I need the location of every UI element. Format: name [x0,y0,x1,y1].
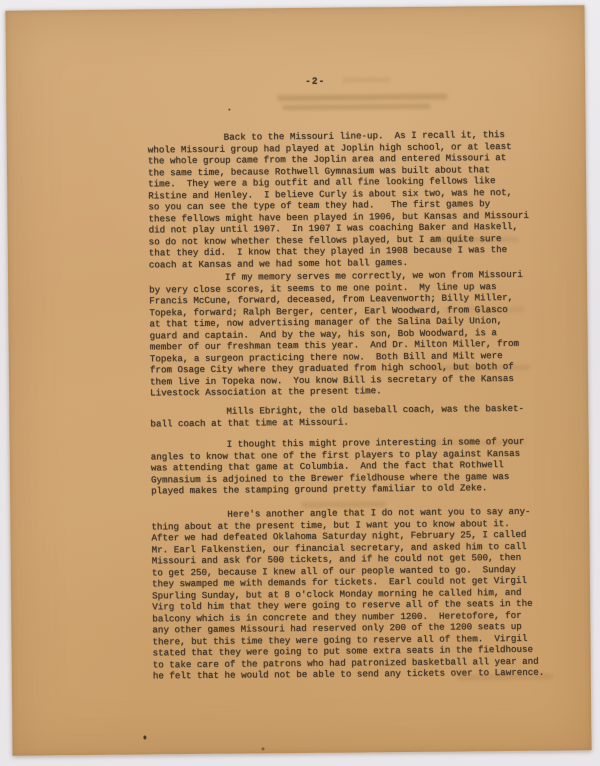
ink-bleed-smudge [282,104,430,110]
paper-speck [228,109,230,111]
ink-bleed-smudge [277,94,447,102]
letter-page [5,5,591,756]
paper-speck [262,747,265,750]
paragraph-memory-lineup: If my memory serves me correctly, we won from Missouri by very close scores, it seems to me one point. My line up was Francis McCune, forward, deceased, from Leavenworth; Billy Miller, Topeka, forward; Ralph Berger, center, Earl Woodward, from Glasco at that time, now advertising manager of the Salina Daily Union, guard and captain. And by the way, his son, Bob Woodward, is a member of our freshman team this year. And Dr. Milton Miller, from Topeka, a surgeon practicing there now. Both Bill and Milt were from Osage City where they graduated from high school, but both of them live in Topeka now. You know Bill is secretary of the Kansas Livestock Association at the present time. [149,268,523,399]
page-number: -2- [305,75,326,87]
paragraph-missouri-lineup: Back to the Missouri line-up. As I recall it, this whole Missouri group had played at Joplin high school, or at least the whole group came from the Joplin area and entered Missouri at the same time, because Rothwell Gymnasium was built about that time. They were a big outfit and all fine looking fellows like Ristine and Henley. I believe Curly is about six two, was he not, so you can see the type of team they had. The first games by these fellows might have been played in 1906, but Kansas and Missouri did not play until 1907. In 1907 I was coaching Baker and Haskell, so do not know whether these fellows played, but I am quite sure that they did. I know that they played in 1908 because I was the coach at Kansas and we had some hot ball games. [147,129,529,270]
paragraph-tickets-story: Here's another angle that I do not want you to say any- thing about at the present time, but I want you to know about it. After we had defeated Oklahoma Saturday night, February 25, I called Mr. Earl Falkenstien, our financial secretary, and asked him to call Missouri and ask for 500 tickets, and if he could not get 500, then to get 250, because I knew all of our people wanted to go. Sunday they swamped me with demands for tickets. Earl could not get Virgil Spurling Sunday, but at 8 o'clock Monday morning he called him, and Virg told him that they were going to reserve all of the seats in the balcony which is in concrete and they number 1200. Heretofore, for any other games Missouri had reserved only 200 of the 1200 seats up there, but this time they were going to reserve all of them. Virgil stated that they were going to put some extra seats in the fieldhouse to take care of the patrons who had patronized basketball all year and he felt that he would not be able to send any tickets over to Lawrence. [151,505,545,682]
ink-bleed-smudge [342,77,390,82]
paragraph-interesting-angle: I thought this might prove interesting in some of your angles to know that one of the first players to play against Kansas was attending that game at Columbia. And the fact that Rothwell Gymnasium is adjoined to the Brewer fieldhouse where the game was played makes the stamping ground pretty familiar to old Zeke. [150,435,525,497]
paper-speck [143,735,146,739]
paragraph-mills-ebright: Mills Ebright, the old baseball coach, was the basket- ball coach at that time at Missouri. [150,402,525,429]
